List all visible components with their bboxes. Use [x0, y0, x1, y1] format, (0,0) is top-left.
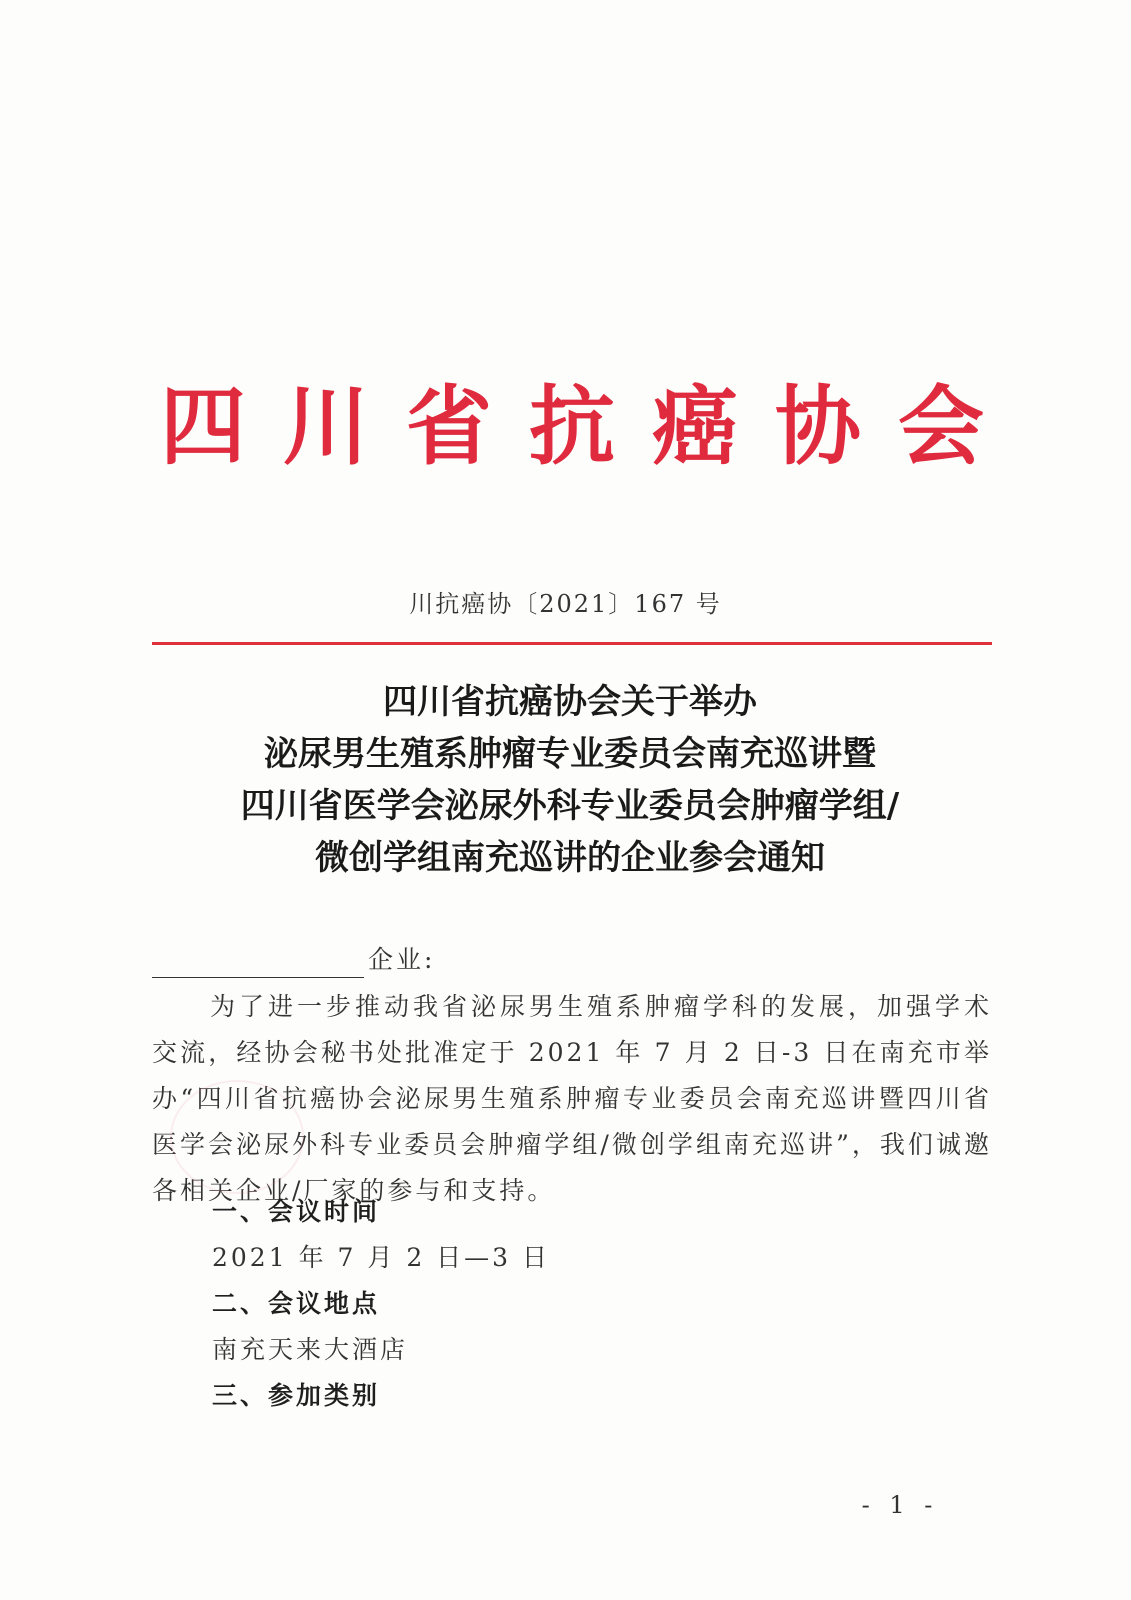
meeting-venue-value: 南充天来大酒店	[212, 1335, 409, 1364]
section-heading-meeting-venue: 二、会议地点	[212, 1289, 381, 1318]
notice-title	[150, 676, 990, 884]
section-heading-meeting-time: 一、会议时间	[212, 1197, 381, 1226]
red-divider-rule	[152, 642, 992, 645]
recipient-blank-line	[152, 949, 364, 978]
title-line-1: 四川省抗癌协会关于举办	[383, 682, 757, 722]
title-line-4: 微创学组南充巡讲的企业参会通知	[315, 838, 825, 878]
section-heading-participation-category: 三、参加类别	[212, 1381, 381, 1410]
salutation	[152, 942, 992, 978]
title-line-3: 四川省医学会泌尿外科专业委员会肿瘤学组/	[240, 786, 900, 826]
document-number: 川抗癌协〔2021〕167 号	[409, 590, 722, 618]
intro-paragraph: 为了进一步推动我省泌尿男生殖系肿瘤学科的发展，加强学术交流，经协会秘书处批准定于 2021 年 7 月 2 日-3 日在南充市举办“四川省抗癌协会泌尿男生殖系肿瘤专业委员会南充巡讲暨四川省医学会泌尿外科专业委员会肿瘤学组/微创学组南充巡讲”，我们诚邀各相关企业/厂家的参与和支持。	[152, 992, 992, 1205]
meeting-time-value: 2021 年 7 月 2 日—3 日	[212, 1243, 551, 1272]
salutation-text: 企业:	[368, 945, 436, 974]
masthead-org-name: 四川省抗癌协会	[160, 376, 990, 477]
title-line-2: 泌尿男生殖系肿瘤专业委员会南充巡讲暨	[264, 734, 876, 774]
page-number: - 1 -	[861, 1491, 939, 1519]
